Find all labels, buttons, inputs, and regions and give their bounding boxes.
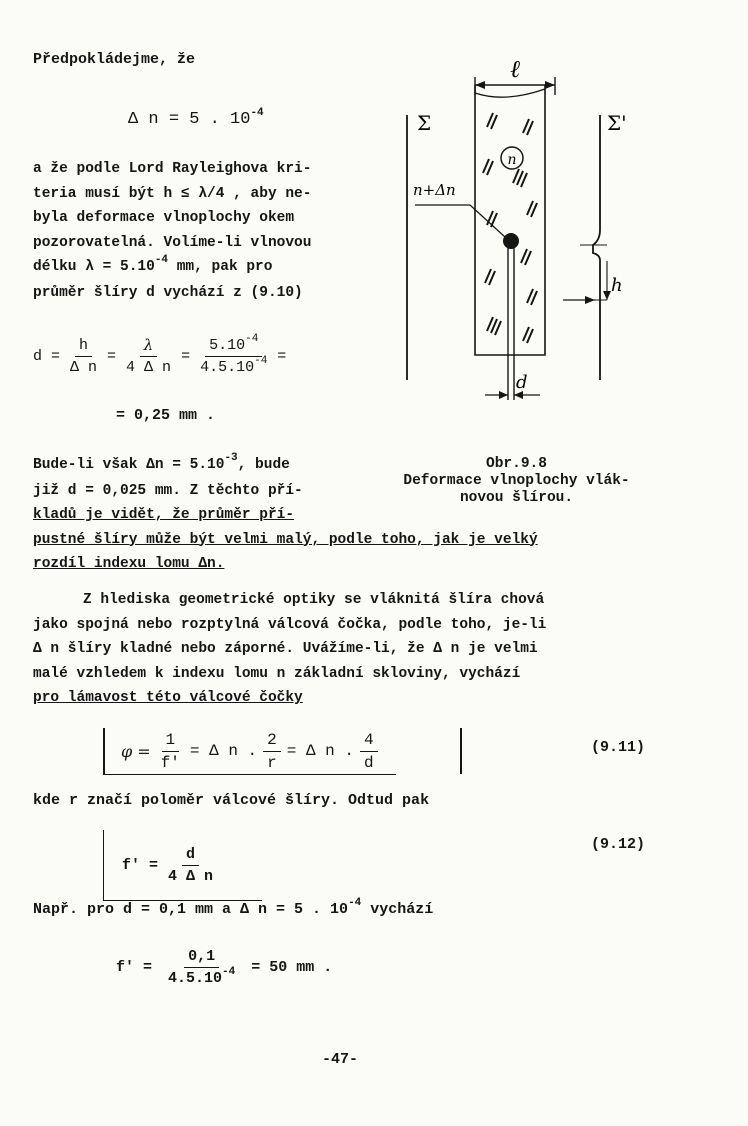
- label-n-plus-delta-n: n+Δn: [413, 181, 456, 199]
- eq912-lhs: f' =: [122, 856, 159, 874]
- strand-cross-section-dot: [503, 233, 519, 249]
- left-par-line: byla deformace vlnoplochy okem: [33, 210, 295, 226]
- label-sigma-prime: Σ': [607, 111, 627, 135]
- equation-9-12-box: [103, 830, 262, 901]
- eq911-f2-numerator: 2: [263, 731, 281, 752]
- eq2-approx: =: [181, 347, 191, 365]
- left-par-line: průměr šlíry d vychází z (9.10): [33, 284, 303, 301]
- para2-line: pro lámavost této válcové čočky: [33, 690, 303, 706]
- left-par-mm: mm, pak pro: [168, 259, 273, 275]
- bude-line: již d = 0,025 mm. Z těchto pří-: [33, 482, 303, 499]
- eq2-f1-numerator: h: [75, 337, 92, 357]
- arrow-left-icon: [475, 81, 485, 89]
- equation-delta-n: [128, 107, 264, 131]
- equation-diameter: [33, 332, 287, 376]
- eq2-result: = 0,25 mm .: [116, 407, 216, 424]
- eq1-rhs: = 5 . 10: [168, 110, 251, 129]
- napr-tail: vychází: [361, 901, 434, 918]
- intro-text: Předpokládejme, že: [33, 51, 196, 68]
- label-d: d: [516, 372, 528, 393]
- left-par-line: teria musí být h ≤ λ/4 , aby ne-: [33, 185, 312, 202]
- para2-line: malé vzhledem k indexu lomu n základní skloviny, vychází: [33, 665, 521, 682]
- eq911-f2-denominator: r: [267, 753, 277, 772]
- eq2-fraction-1: [66, 337, 101, 376]
- page-number: -47-: [322, 1051, 359, 1068]
- eq2-f2-denominator: 4 Δ n: [126, 359, 172, 376]
- eq912-fraction: [164, 846, 217, 885]
- eq-final-rhs: = 50 mm .: [251, 959, 333, 976]
- eq911-middle: = Δ n .: [189, 742, 258, 760]
- figure-caption: [384, 456, 649, 507]
- eq2-tail-equals: =: [277, 347, 287, 365]
- eq2-f3-num-exponent: -4: [245, 332, 259, 345]
- eq2-equals: =: [107, 347, 117, 365]
- eq-final-den-exponent: -4: [222, 966, 236, 978]
- full-line: rozdíl indexu lomu Δn.: [33, 556, 225, 572]
- bude-line: Bude-li však $\Delta n = 5.10^{-3}$, bude: [33, 452, 290, 473]
- eq911-box-right-edge: [460, 728, 462, 774]
- left-par-line: délku $\lambda = 5.10^{-4}$ mm, pak pro: [33, 254, 273, 275]
- eq911-phi: φ =: [121, 741, 151, 761]
- equation-9-11-box: [103, 728, 396, 775]
- bude-line: kladů je vidět, že průměr pří-: [33, 507, 295, 523]
- eq911-middle-2: = Δ n .: [286, 742, 354, 760]
- napr-exponent: -4: [348, 897, 362, 909]
- eq-final-denominator: 4.5.10: [168, 970, 223, 987]
- arrow-down-icon: [603, 291, 611, 300]
- eq912-number: (9.12): [591, 836, 646, 853]
- para2-line: Z hlediska geometrické optiky se vláknitá šlíra chová: [83, 592, 545, 608]
- para2-line: Δ n šlíry kladné nebo záporné. Uvážíme-li, že Δ n je velmi: [33, 641, 538, 657]
- eq911-f3-denominator: d: [363, 753, 374, 772]
- left-paragraph: [33, 157, 311, 305]
- eq911-fraction-1: [157, 731, 184, 772]
- label-sigma: Σ: [417, 111, 432, 135]
- bude-exponent: -3: [224, 452, 238, 464]
- eq911-fraction-3: [360, 731, 378, 772]
- label-l: ℓ: [510, 55, 520, 83]
- eq911-f3-numerator: 4: [360, 731, 378, 752]
- arrow-right-icon: [545, 81, 555, 89]
- eq911-fraction-2: [263, 731, 281, 772]
- full-line: pustné šlíry může být velmi malý, podle toho, jak je velký: [33, 531, 538, 548]
- eq2-lhs: d =: [33, 347, 61, 365]
- wavefront-sigma-prime-line: [593, 115, 600, 380]
- label-n: n: [507, 152, 517, 168]
- eq2-f1-denominator: Δ n: [70, 358, 98, 376]
- eq-final-lhs: f' =: [116, 959, 153, 976]
- napr-text: Např. pro d = 0,1 mm a Δ n = 5 . $10^{-4}$ vychází: [33, 897, 434, 918]
- eq911-f1-numerator: 1: [162, 731, 180, 752]
- caption-line: novou šlírou.: [459, 490, 574, 506]
- figure-fiber-wavefront: [395, 55, 645, 420]
- eq2-f3-denominator: 4.5.10: [200, 358, 255, 376]
- left-par-exponent: -4: [154, 254, 169, 266]
- eq2-fraction-2: [122, 336, 175, 376]
- caption-line: Deformace vlnoplochy vlák-: [403, 473, 630, 489]
- eq1-exponent: -4: [250, 107, 264, 119]
- label-h: h: [611, 275, 623, 296]
- eq2-f3-numerator: 5.10: [209, 336, 246, 354]
- eq-final-numerator: 0,1: [184, 948, 219, 968]
- eq911-f1-denominator: f': [160, 753, 180, 772]
- fiber-outline: [475, 85, 545, 355]
- equation-final: [116, 948, 332, 987]
- eq2-f2-numerator: λ: [140, 336, 158, 357]
- eq912-denominator: 4 Δ n: [168, 867, 214, 885]
- eq911-number: (9.11): [591, 739, 646, 756]
- fiber-top-edge: [475, 89, 545, 97]
- eq1-lhs: Δ n: [128, 110, 159, 129]
- eq912-numerator: d: [182, 846, 199, 866]
- left-par-line: a že podle Lord Rayleighova kri-: [33, 161, 312, 177]
- arrow-right-icon: [585, 296, 595, 304]
- para2-line: jako spojná nebo rozptylná válcová čočka, podle toho, je-li: [33, 616, 547, 633]
- paragraph-geometric-optics: [33, 588, 546, 711]
- bude-tail: , bude: [237, 457, 290, 473]
- eq-final-fraction: [164, 948, 239, 987]
- left-par-line: pozorovatelná. Volíme-li vlnovou: [33, 234, 312, 251]
- eq2-fraction-3: [196, 332, 271, 376]
- eq2-f3-den-exponent: -4: [254, 354, 268, 367]
- arrow-right-icon: [499, 391, 508, 399]
- kde-text: kde r značí poloměr válcové šlíry. Odtud pak: [33, 792, 430, 809]
- caption-line: Obr.9.8: [486, 456, 547, 472]
